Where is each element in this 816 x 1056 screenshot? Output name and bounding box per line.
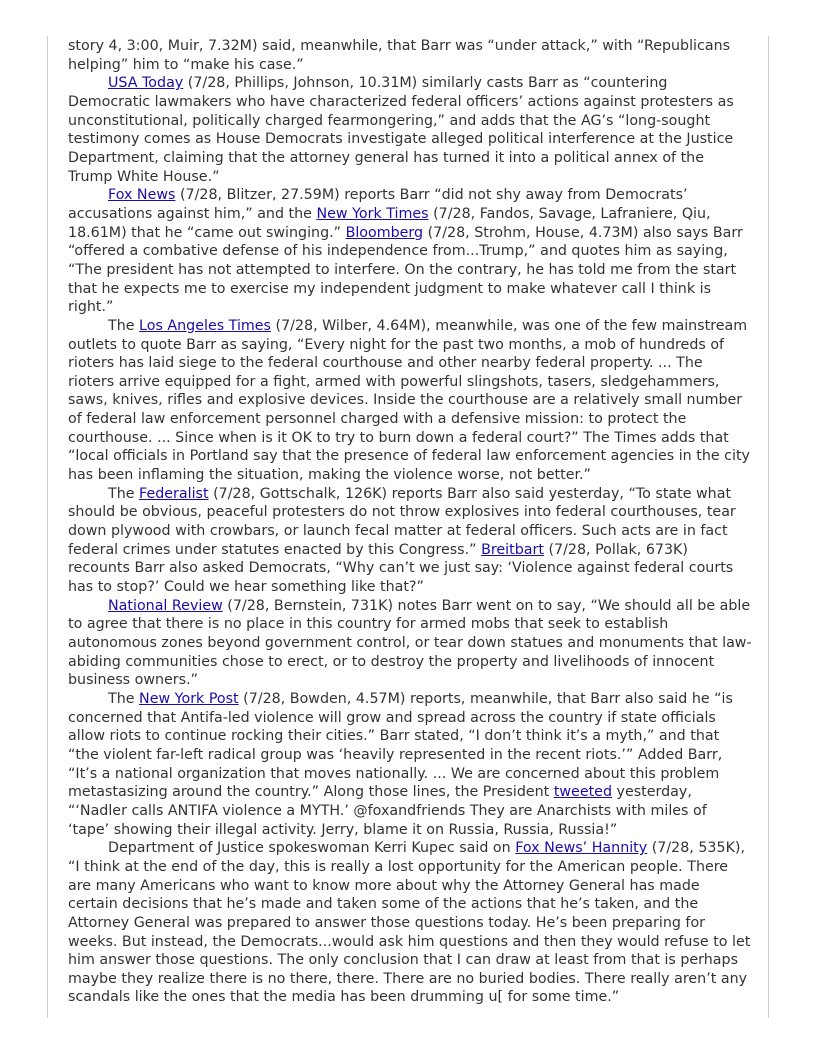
paragraph [68,839,752,1007]
paragraph [68,690,752,839]
paragraph [68,37,752,74]
paragraph [68,186,752,317]
usa-today-link[interactable]: USA Today [108,75,184,92]
paragraph-text: (7/28, Bernstein, 731K) notes Barr went on to say, “We should all be able to agree that there is no place in this country for armed mobs that seek to establish autonomous zones beyond government control, or tear down statues and monuments that law-abiding communities chose to erect, or to destroy the property and livelihoods of innocent business owners.” [68,597,752,689]
tweeted-link[interactable]: tweeted [553,784,612,801]
paragraph-text: The [108,690,140,707]
los-angeles-times-link[interactable]: Los Angeles Times [139,317,271,334]
paragraph-text: The [108,485,140,502]
fox-news-hannity-link[interactable]: Fox News’ Hannity [515,840,648,857]
paragraph-text: (7/28, Phillips, Johnson, 10.31M) similarly casts Barr as “countering Democratic lawmakers who have characterized federal officers’ actions against protesters as unconstitutional, politically charged fearmongering,” and adds that the AG’s “long-sought testimony comes as House Democrats investigate alleged political interference at the Justice Department, claiming that the attorney general has turned it into a political annex of the Trump White House.” [68,75,734,185]
paragraph [68,597,752,690]
paragraph [68,317,752,485]
fox-news-link[interactable]: Fox News [108,187,176,204]
breitbart-link[interactable]: Breitbart [481,541,544,558]
new-york-post-link[interactable]: New York Post [139,690,239,707]
paragraph-text: (7/28, Wilber, 4.64M), meanwhile, was one of the few mainstream outlets to quote Barr as saying, “Every night for the past two months, a mob of hundreds of rioters has laid siege to the federal courthouse and other nearby federal property. ... The rioters arrive equipped for a fight, armed with powerful slingshots, tasers, sledgehammers, saws, knives, rifles and explosive devices. Inside the courthouse are a relatively small number of federal law enforcement personnel charged with a defensive mission: to protect the courthouse. ... Since when is it OK to try to burn down a federal court?” The Times adds that “local officials in Portland say that the presence of federal law enforcement agencies in the city has been inflaming the situation, making the violence worse, not better.” [68,317,750,484]
paragraph-text: (7/28, Fandos, Savage, Lafraniere, Qiu, 18.61M) that he “came out swinging.” [68,205,711,241]
paragraph [68,74,752,186]
paragraph-text: (7/28, Gottschalk, 126K) reports Barr also said yesterday, “To state what should be obvious, peaceful protesters do not throw explosives into federal courthouses, tear down plywood with crowbars, or launch fecal matter at federal officers. Such acts are in fact federal crimes under statutes enacted by this Congress.” [68,485,736,558]
paragraph-text: (7/28, 535K), “I think at the end of the day, this is really a lost opportunity for the American people. There are many Americans who want to know more about why the Attorney General has made certain decisions that he’s made and taken some of the actions that he’s taken, and the Attorney General was prepared to answer those questions today. He’s been preparing for weeks. But instead, the Democrats...would ask him questions and then they would refuse to let him answer those questions. The only conclusion that I can draw at least from that is perhaps maybe they realize there is no there, there. There are no buried bodies. There really aren’t any scandals like the ones that the media has been drumming u[ for some time.” [68,840,751,1006]
paragraph-text: story 4, 3:00, Muir, 7.32M) said, meanwhile, that Barr was “under attack,” with “Republicans helping” him to “make his case.” [68,38,731,73]
article-body [68,37,752,1007]
new-york-times-link[interactable]: New York Times [316,205,429,222]
national-review-link[interactable]: National Review [108,597,223,614]
left-margin-rule [47,36,48,1018]
paragraph-text: The [108,317,140,334]
federalist-link[interactable]: Federalist [139,485,209,502]
paragraph-text: (7/28, Strohm, House, 4.73M) also says Barr “offered a combative defense of his independence from...Trump,” and quotes him as saying, “The president has not attempted to interfere. On the contrary, he has told me from the start that he expects me to exercise my independent judgment to make whatever call I think is right.” [68,224,743,316]
paragraph-text: (7/28, Pollak, 673K) recounts Barr also asked Democrats, “Why can’t we just say: ‘Violence against federal courts has to stop?’ Could we hear something like that?” [68,541,734,596]
right-margin-rule [768,36,769,1018]
paragraph [68,485,752,597]
paragraph-text: (7/28, Bowden, 4.57M) reports, meanwhile, that Barr also said he “is concerned that Antifa-led violence will grow and spread across the country if state officials allow riots to continue rocking their cities.” Barr stated, “I don’t think it’s a myth,” and that “the violent far-left radical group was ‘heavily represented in the recent riots.’” Added Barr, “It’s a national organization that moves nationally. ... We are concerned about this problem metastasizing around the country.” Along those lines, the President [68,690,733,801]
paragraph-text: (7/28, Blitzer, 27.59M) reports Barr “did not shy away from Democrats’ accusations against him,” and the [68,187,688,222]
paragraph-text: Department of Justice spokeswoman Kerri Kupec said on [108,840,516,857]
paragraph-text: yesterday, “‘Nadler calls ANTIFA violence a MYTH.’ @foxandfriends They are Anarchists with miles of ‘tape’ showing their illegal activity. Jerry, blame it on Russia, Russia, Russia!” [68,784,707,838]
bloomberg-link[interactable]: Bloomberg [345,224,424,241]
